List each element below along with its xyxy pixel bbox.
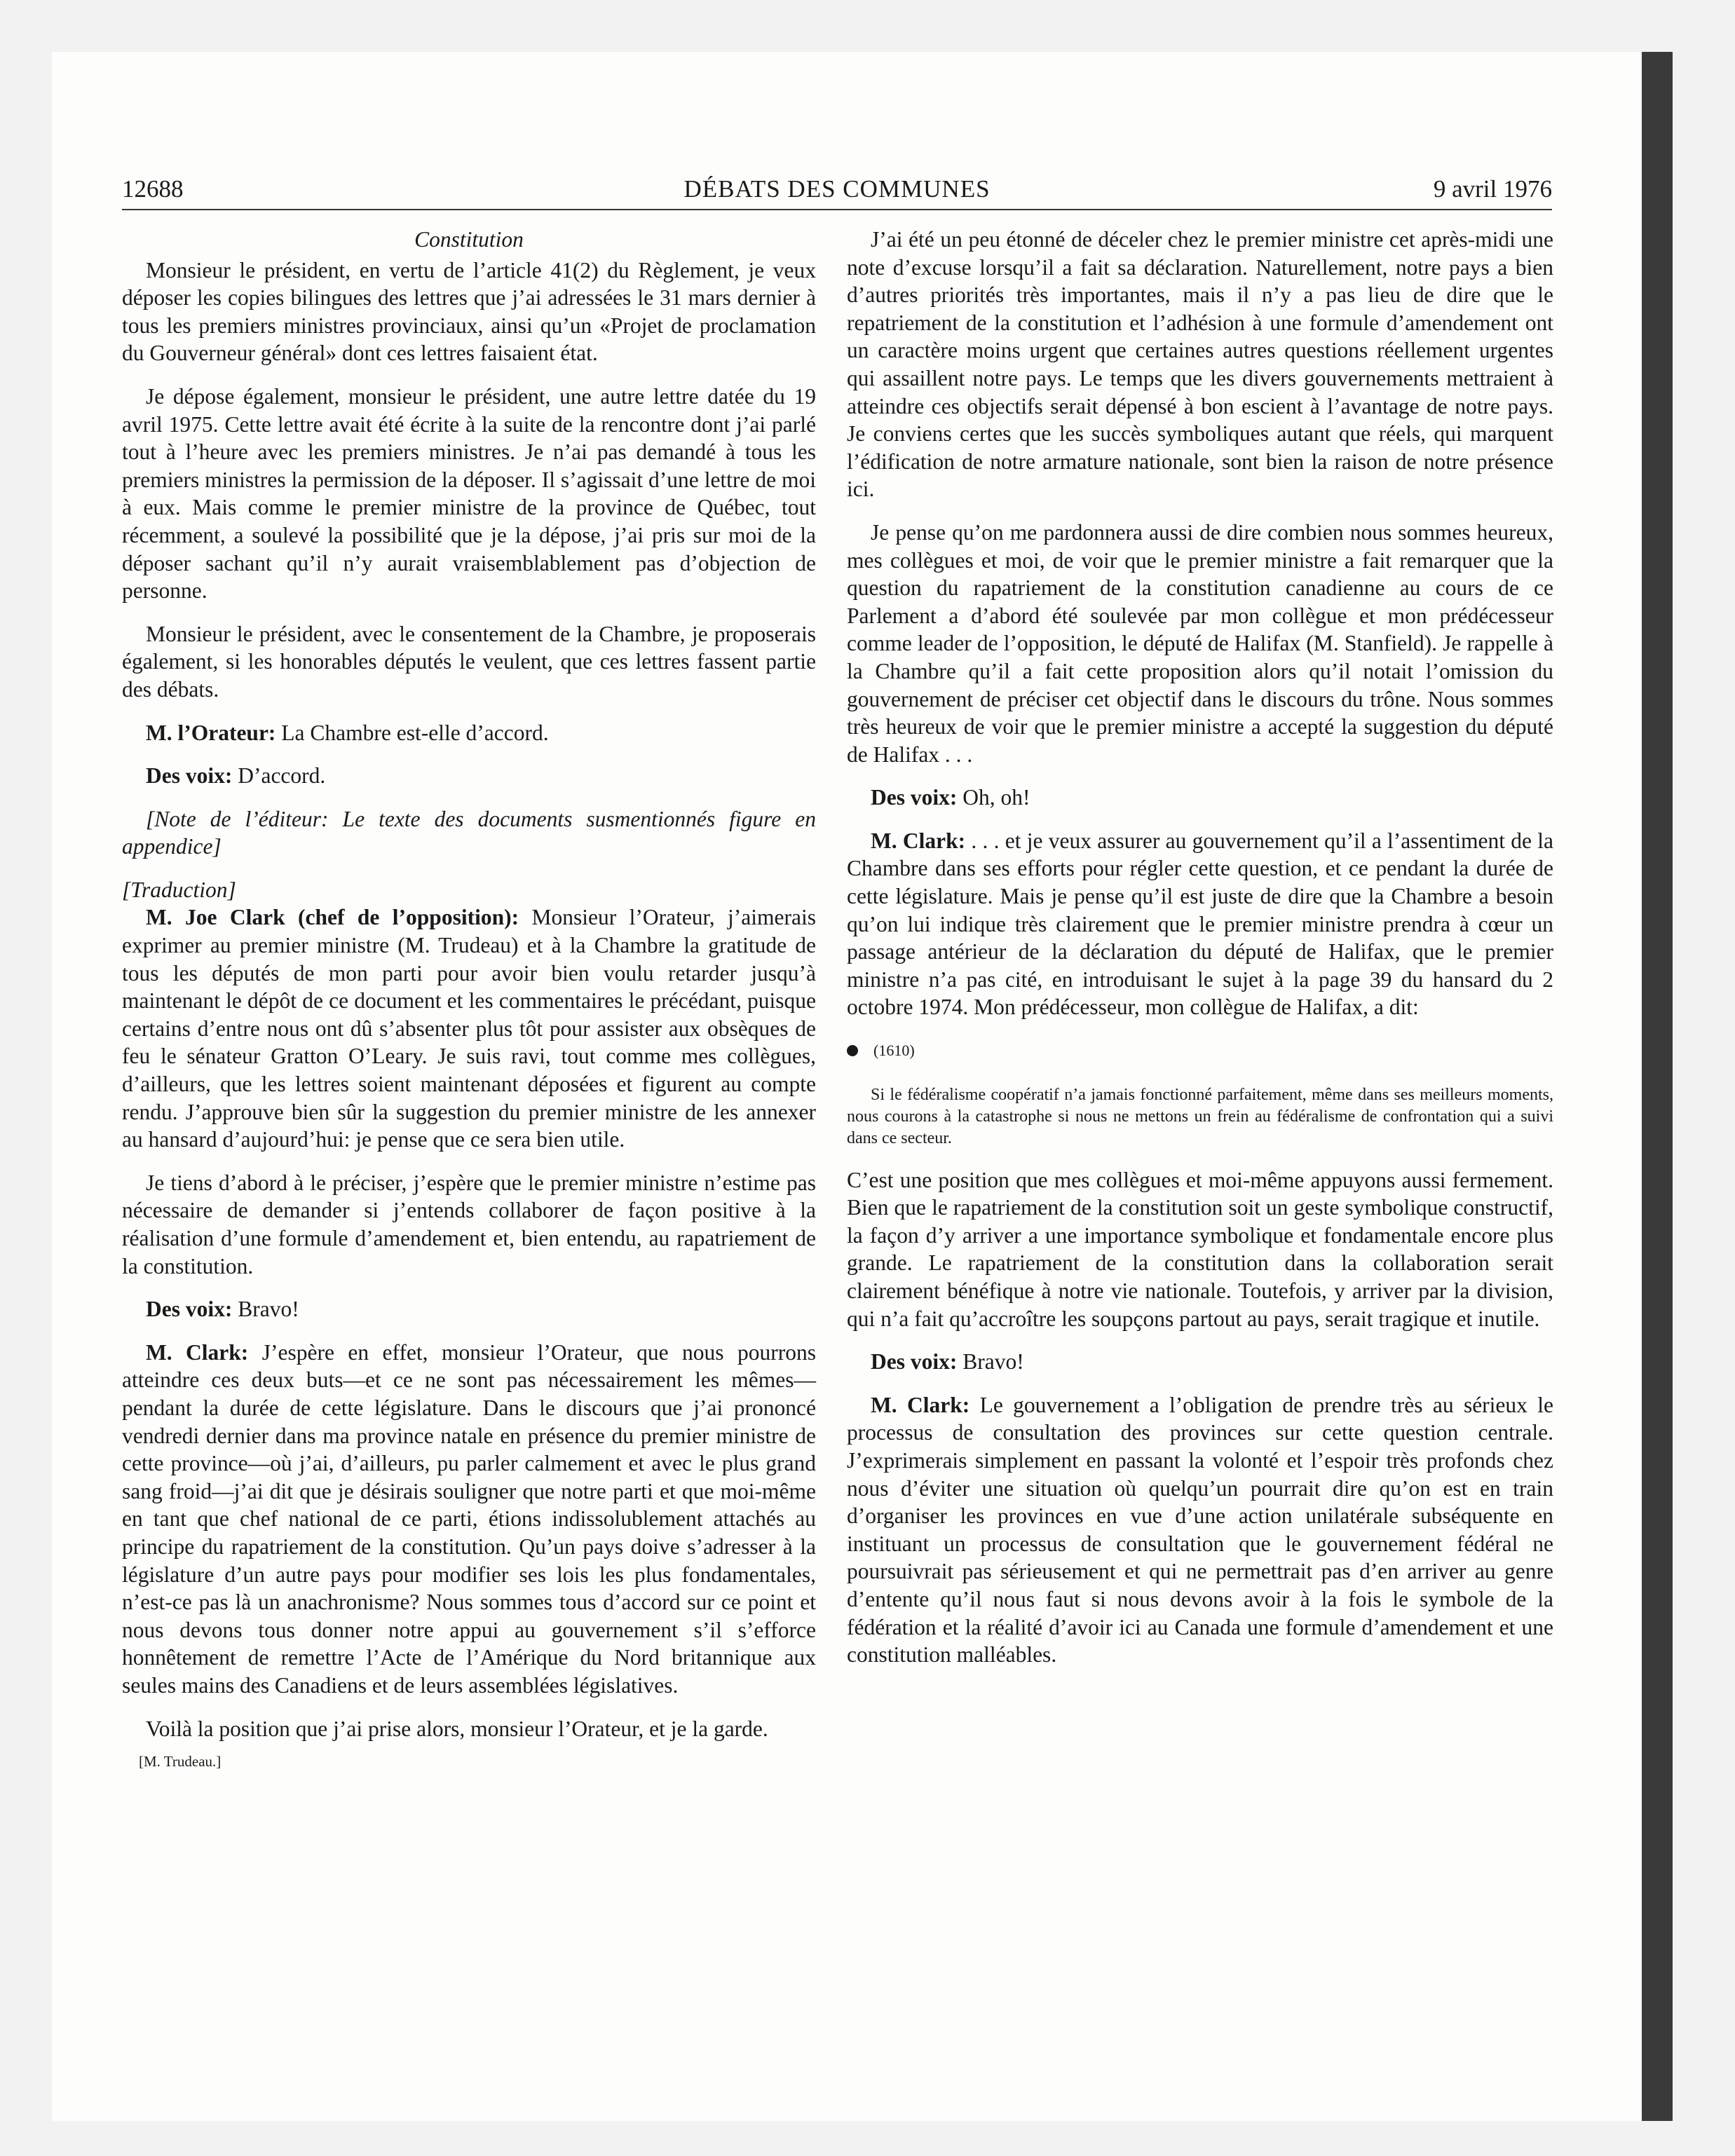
- paragraph: Je tiens d’abord à le préciser, j’espère que le premier ministre n’estime pas nécessaire de demander si j’entends collaborer de façon positive à la réalisation d’une formule d’amendement et, bien entendu, au rapatriement de la constitution.: [122, 1170, 816, 1278]
- page-number: 12688: [122, 175, 184, 203]
- section-title: Constitution: [414, 227, 524, 252]
- paragraph: Je dépose également, monsieur le président, une autre lettre datée du 19 avril 1975. Cette lettre avait été écrite à la suite de la rencontre dont j’ai parlé tout à l’heure avec les premiers ministres. Je n’ai pas demandé à tous les premiers ministres la permission de la déposer. Il s’agissait d’une lettre de moi à eux. Mais comme le premier ministre de la province de Québec, tout récemment, a soulevé la possibilité que je la dépose, j’ai pris sur moi de la déposer sachant qu’il n’y aurait vraisemblablement pas d’objection de personne.: [122, 383, 816, 603]
- left-column: [122, 226, 816, 1776]
- speaker-name: Des voix:: [146, 1297, 233, 1322]
- bullet-icon: [847, 1045, 858, 1056]
- speaker-name: Des voix:: [871, 785, 958, 810]
- speaker-name: Des voix:: [146, 763, 233, 789]
- time-marker: [847, 1037, 1553, 1065]
- speech-text: La Chambre est-elle d’accord.: [275, 720, 549, 745]
- speaker-name: Des voix:: [871, 1349, 958, 1374]
- speaker-name: M. l’Orateur:: [146, 720, 276, 745]
- speech: [847, 1391, 1553, 1669]
- speech: [122, 1339, 816, 1700]
- translation-note: [Traduction]: [122, 877, 236, 902]
- page-header: [122, 175, 1552, 210]
- speech: [122, 903, 816, 1153]
- speech-text: Monsieur l’Orateur, j’aimerais exprimer au premier ministre (M. Trudeau) et à la Chambre la gratitude de tous les députés de mon parti pour avoir bien voulu retarder jusqu’à maintenant le dépôt de ce document et les commentaires le précédant, puisque certains d’entre nous ont dû s’absenter plus tôt pour assister aux obsèques de feu le sénateur Gratton O’Leary. Je suis ravi, tout comme mes collègues, d’ailleurs, que les lettres soient maintenant déposées et figurent au compte rendu. J’approuve bien sûr la suggestion du premier ministre de les annexer au hansard d’aujourd’hui: je pense que ce sera bien utile.: [122, 905, 816, 1152]
- paragraph: Voilà la position que j’ai prise alors, monsieur l’Orateur, et je la garde.: [146, 1716, 768, 1741]
- editor-note: [Note de l’éditeur: Le texte des documents susmentionnés figure en appendice]: [122, 806, 816, 859]
- publication-date: 9 avril 1976: [1433, 175, 1552, 203]
- speech-text: Bravo!: [232, 1297, 299, 1322]
- speaker-name: M. Clark:: [146, 1339, 249, 1365]
- speaker-name: M. Clark:: [871, 1392, 970, 1417]
- speech-text: . . . et je veux assurer au gouvernement qu’il a l’assentiment de la Chambre dans ses efforts pour régler cette question, et ce pendant la durée de cette législature. Mais je pense qu’il est juste de dire que la Chambre a besoin qu’on lui indique très clairement que le premier ministre prendra à cœur un passage antérieur de la déclaration du député de Halifax, que le premier ministre n’a pas cité, en introduisant le sujet à la page 39 du hansard du 2 octobre 1974. Mon prédécesseur, mon collègue de Halifax, a dit:: [847, 828, 1553, 1020]
- speech: [847, 1348, 1553, 1376]
- right-column: [847, 226, 1553, 1684]
- speech: [122, 1295, 816, 1323]
- speech-text: Le gouvernement a l’obligation de prendre très au sérieux le processus de consultation des provinces sur cette question centrale. J’exprimerais simplement en passant la volonté et l’espoir très profonds chez nous d’éviter une situation où quelqu’un pourrait dire qu’on est en train d’organiser les provinces en vue d’une action unilatérale subséquente en instituant un processus de consultation que le gouvernement fédéral ne poursuivrait pas sérieusement et qui ne permettrait pas d’en arriver au genre d’entente qu’il nous faut si nous devons avoir à la fois le symbole de la fédération et la réalité d’avoir ici au Canada une formule d’amendement et une constitution malléables.: [847, 1392, 1553, 1667]
- paragraph: Monsieur le président, en vertu de l’article 41(2) du Règlement, je veux déposer les copies bilingues des lettres que j’ai adressées le 31 mars dernier à tous les premiers ministres provinciaux, ainsi qu’un «Projet de proclamation du Gouverneur général» dont ces lettres faisaient état.: [122, 257, 816, 366]
- paragraph: J’ai été un peu étonné de déceler chez le premier ministre cet après-midi une note d’excuse lorsqu’il a fait sa déclaration. Naturellement, notre pays a bien d’autres priorités très importantes, mais il n’y a pas lieu de dire que le repatriement de la constitution et l’adhésion à une formule d’amendement ont un caractère moins urgent que certaines autres questions réellement urgentes qui assaillent notre pays. Le temps que les divers gouvernements mettraient à atteindre ces objectifs serait dépensé à bon escient à l’avantage de notre pays. Je conviens certes que les succès symboliques autant que réels, qui marquent l’édification de notre armature nationale, sont bien la raison de notre présence ici.: [847, 227, 1553, 502]
- time-stamp: (1610): [873, 1042, 915, 1060]
- speech: [847, 784, 1553, 812]
- speech-text: Bravo!: [957, 1349, 1024, 1374]
- speaker-name: M. Joe Clark (chef de l’opposition):: [146, 905, 519, 930]
- publication-title: DÉBATS DES COMMUNES: [683, 175, 991, 203]
- paragraph: Je pense qu’on me pardonnera aussi de dire combien nous sommes heureux, mes collègues et moi, de voir que le premier ministre a fait remarquer que la question du rapatriement de la constitution canadienne au cours de ce Parlement a d’abord été soulevée par mon collègue et mon prédécesseur comme leader de l’opposition, le député de Halifax (M. Stanfield). Je rappelle à la Chambre qu’il a fait cette proposition alors qu’il notait l’omission du gouvernement de préciser cet objectif dans le discours du trône. Nous sommes très heureux de voir que le premier ministre a accepté la suggestion du député de Halifax . . .: [847, 519, 1553, 767]
- speaker-footnote: [M. Trudeau.]: [139, 1753, 222, 1770]
- speech-text: D’accord.: [232, 763, 326, 789]
- speaker-name: M. Clark:: [871, 828, 966, 853]
- paragraph: C’est une position que mes collègues et moi-même appuyons aussi fermement. Bien que le rapatriement de la constitution soit un geste symbolique constructif, la façon d’y arriver a une importance symbolique et fondamentale encore plus grande. Le rapatriement de la constitution dans la collaboration serait clairement bénéfique à notre vie nationale. Toutefois, y arriver par la division, qui n’a fait qu’accroître les soupçons partout au pays, serait tragique et inutile.: [847, 1167, 1553, 1331]
- speech-text: Oh, oh!: [957, 785, 1030, 810]
- speech-text: J’espère en effet, monsieur l’Orateur, que nous pourrons atteindre ces deux buts—et ce ne sont pas nécessairement les mêmes—pendant la durée de cette législature. Dans le discours que j’ai prononcé vendredi dernier dans ma province natale en présence du premier ministre de cette province—où j’ai, d’ailleurs, pu parler calmement et avec le plus grand sang froid—j’ai dit que je désirais souligner que notre parti et que moi-même en tant que chef national de ce parti, étions indissolublement attachés au principe du rapatriement de la constitution. Qu’un pays doive s’adresser à la législature d’un autre pays pour modifier ses lois les plus fondamentales, n’est-ce pas là un anachronisme? Nous sommes tous d’accord sur ce point et nous devons tous donner notre appui au gouvernement s’il s’efforce honnêtement de remettre l’Acte de l’Amérique du Nord britannique aux seules mains des Canadiens et de leurs assemblées législatives.: [122, 1339, 816, 1698]
- speech: [122, 719, 816, 747]
- speech: [122, 762, 816, 790]
- block-quote: Si le fédéralisme coopératif n’a jamais fonctionné parfaitement, même dans ses meilleurs moments, nous courons à la catastrophe si nous ne mettons un frein au fédéralisme de confrontation qui a suivi dans ce secteur.: [847, 1085, 1553, 1147]
- paragraph: Monsieur le président, avec le consentement de la Chambre, je proposerais également, si les honorables députés le veulent, que ces lettres fassent partie des débats.: [122, 621, 816, 702]
- scan-edge: [1642, 52, 1673, 2121]
- speech: [847, 827, 1553, 1021]
